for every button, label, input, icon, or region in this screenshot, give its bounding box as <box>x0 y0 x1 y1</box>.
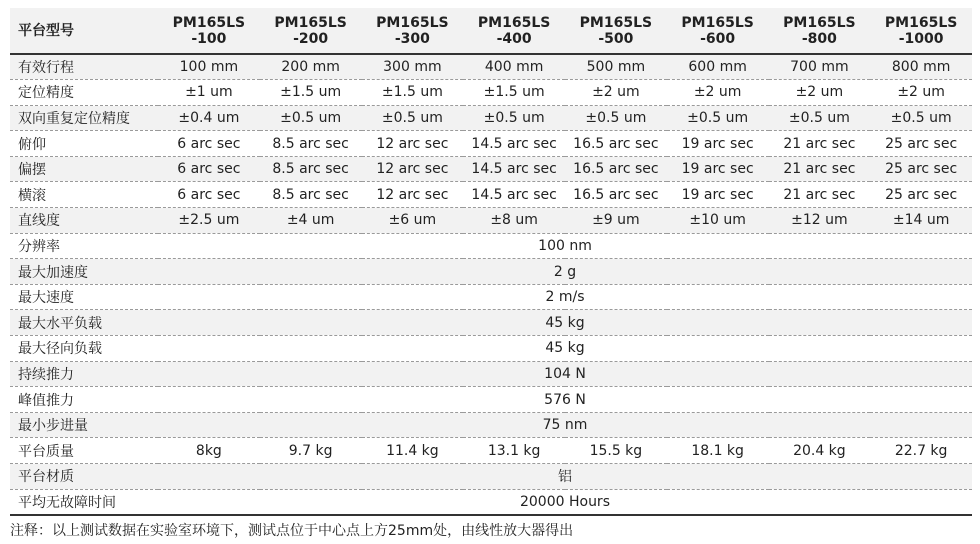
cell-value: 6 arc sec <box>158 182 260 208</box>
table-row <box>10 336 972 362</box>
table-row <box>10 412 972 438</box>
cell-value: ±0.5 um <box>565 105 667 131</box>
cell-value: 16.5 arc sec <box>565 182 667 208</box>
cell-value: 8.5 arc sec <box>260 131 362 157</box>
cell-value: ±2 um <box>870 80 972 106</box>
cell-value: 25 arc sec <box>870 182 972 208</box>
model-name: PM165LS -500 <box>579 14 653 47</box>
cell-value-shared: 2 m/s <box>158 284 972 310</box>
cell-value: ±2.5 um <box>158 208 260 234</box>
model-name: PM165LS -200 <box>274 14 347 47</box>
cell-value: 16.5 arc sec <box>565 131 667 157</box>
cell-value-shared: 铝 <box>158 464 972 490</box>
cell-value-shared: 45 kg <box>158 310 972 336</box>
model-name: PM165LS -800 <box>783 14 856 47</box>
table-row <box>10 387 972 413</box>
cell-value: ±6 um <box>362 208 464 234</box>
row-label: 最大径向负载 <box>10 336 158 362</box>
row-label: 峰值推力 <box>10 387 158 413</box>
cell-value: 8.5 arc sec <box>260 156 362 182</box>
table-row <box>10 438 972 464</box>
cell-value: 20.4 kg <box>769 438 871 464</box>
table-row <box>10 233 972 259</box>
table-row <box>10 156 972 182</box>
table-row <box>10 259 972 285</box>
row-label: 分辨率 <box>10 233 158 259</box>
cell-value-shared: 2 g <box>158 259 972 285</box>
model-header <box>158 8 260 54</box>
row-label: 俯仰 <box>10 131 158 157</box>
table-row <box>10 80 972 106</box>
cell-value: 6 arc sec <box>158 131 260 157</box>
cell-value: 19 arc sec <box>667 156 769 182</box>
cell-value: 100 mm <box>158 54 260 80</box>
row-label: 有效行程 <box>10 54 158 80</box>
cell-value: 21 arc sec <box>769 182 871 208</box>
table-row <box>10 182 972 208</box>
cell-value: 19 arc sec <box>667 131 769 157</box>
cell-value: 800 mm <box>870 54 972 80</box>
table-row <box>10 54 972 80</box>
cell-value: ±14 um <box>870 208 972 234</box>
row-label: 最小步进量 <box>10 412 158 438</box>
cell-value: 700 mm <box>769 54 871 80</box>
cell-value: ±1 um <box>158 80 260 106</box>
model-header <box>870 8 972 54</box>
model-name: PM165LS -600 <box>681 14 754 47</box>
model-header <box>260 8 362 54</box>
cell-value: 12 arc sec <box>362 131 464 157</box>
cell-value: ±2 um <box>565 80 667 106</box>
cell-value: ±0.5 um <box>667 105 769 131</box>
row-label: 横滚 <box>10 182 158 208</box>
cell-value: 25 arc sec <box>870 156 972 182</box>
cell-value: 18.1 kg <box>667 438 769 464</box>
cell-value: ±1.5 um <box>463 80 565 106</box>
cell-value: 300 mm <box>362 54 464 80</box>
row-label: 双向重复定位精度 <box>10 105 158 131</box>
cell-value: 21 arc sec <box>769 156 871 182</box>
cell-value-shared: 75 nm <box>158 412 972 438</box>
cell-value: ±2 um <box>769 80 871 106</box>
cell-value-shared: 576 N <box>158 387 972 413</box>
cell-value-shared: 45 kg <box>158 336 972 362</box>
cell-value: 500 mm <box>565 54 667 80</box>
cell-value: ±0.5 um <box>463 105 565 131</box>
table-row <box>10 105 972 131</box>
table-row <box>10 464 972 490</box>
cell-value: 14.5 arc sec <box>463 182 565 208</box>
model-header <box>463 8 565 54</box>
table-row <box>10 131 972 157</box>
row-label: 最大速度 <box>10 284 158 310</box>
row-label: 平均无故障时间 <box>10 489 158 515</box>
cell-value: ±0.4 um <box>158 105 260 131</box>
cell-value-shared: 104 N <box>158 361 972 387</box>
model-name: PM165LS -1000 <box>884 14 958 47</box>
cell-value: ±1.5 um <box>362 80 464 106</box>
model-header <box>667 8 769 54</box>
model-header <box>565 8 667 54</box>
cell-value-shared: 100 nm <box>158 233 972 259</box>
cell-value: ±2 um <box>667 80 769 106</box>
cell-value: 400 mm <box>463 54 565 80</box>
table-row <box>10 361 972 387</box>
model-header <box>769 8 871 54</box>
header-label: 平台型号 <box>10 8 158 54</box>
cell-value-shared: 20000 Hours <box>158 489 972 515</box>
row-label: 最大加速度 <box>10 259 158 285</box>
cell-value: 13.1 kg <box>463 438 565 464</box>
cell-value: ±9 um <box>565 208 667 234</box>
row-label: 持续推力 <box>10 361 158 387</box>
table-row <box>10 489 972 515</box>
cell-value: 8.5 arc sec <box>260 182 362 208</box>
cell-value: 21 arc sec <box>769 131 871 157</box>
cell-value: 600 mm <box>667 54 769 80</box>
model-name: PM165LS -100 <box>172 14 246 47</box>
row-label: 最大水平负载 <box>10 310 158 336</box>
row-label: 偏摆 <box>10 156 158 182</box>
row-label: 直线度 <box>10 208 158 234</box>
table-row <box>10 208 972 234</box>
cell-value: 6 arc sec <box>158 156 260 182</box>
cell-value: 11.4 kg <box>362 438 464 464</box>
cell-value: 8kg <box>158 438 260 464</box>
cell-value: ±12 um <box>769 208 871 234</box>
cell-value: 9.7 kg <box>260 438 362 464</box>
spec-table-body <box>10 54 972 515</box>
cell-value: 16.5 arc sec <box>565 156 667 182</box>
cell-value: 14.5 arc sec <box>463 131 565 157</box>
cell-value: 14.5 arc sec <box>463 156 565 182</box>
cell-value: 15.5 kg <box>565 438 667 464</box>
cell-value: 25 arc sec <box>870 131 972 157</box>
cell-value: ±0.5 um <box>769 105 871 131</box>
cell-value: 19 arc sec <box>667 182 769 208</box>
cell-value: 22.7 kg <box>870 438 972 464</box>
model-header <box>362 8 464 54</box>
cell-value: ±8 um <box>463 208 565 234</box>
table-row <box>10 284 972 310</box>
cell-value: ±0.5 um <box>260 105 362 131</box>
cell-value: ±0.5 um <box>870 105 972 131</box>
model-name: PM165LS -400 <box>477 14 551 47</box>
model-name: PM165LS -300 <box>376 14 449 47</box>
footnote: 注释：以上测试数据在实验室环境下，测试点位于中心点上方25mm处，由线性放大器得出 <box>10 523 574 539</box>
header-row <box>10 8 972 54</box>
cell-value: ±0.5 um <box>362 105 464 131</box>
cell-value: ±10 um <box>667 208 769 234</box>
cell-value: 12 arc sec <box>362 182 464 208</box>
table-row <box>10 310 972 336</box>
cell-value: ±4 um <box>260 208 362 234</box>
cell-value: 200 mm <box>260 54 362 80</box>
row-label: 定位精度 <box>10 80 158 106</box>
cell-value: ±1.5 um <box>260 80 362 106</box>
cell-value: 12 arc sec <box>362 156 464 182</box>
row-label: 平台质量 <box>10 438 158 464</box>
spec-table <box>10 8 972 516</box>
row-label: 平台材质 <box>10 464 158 490</box>
